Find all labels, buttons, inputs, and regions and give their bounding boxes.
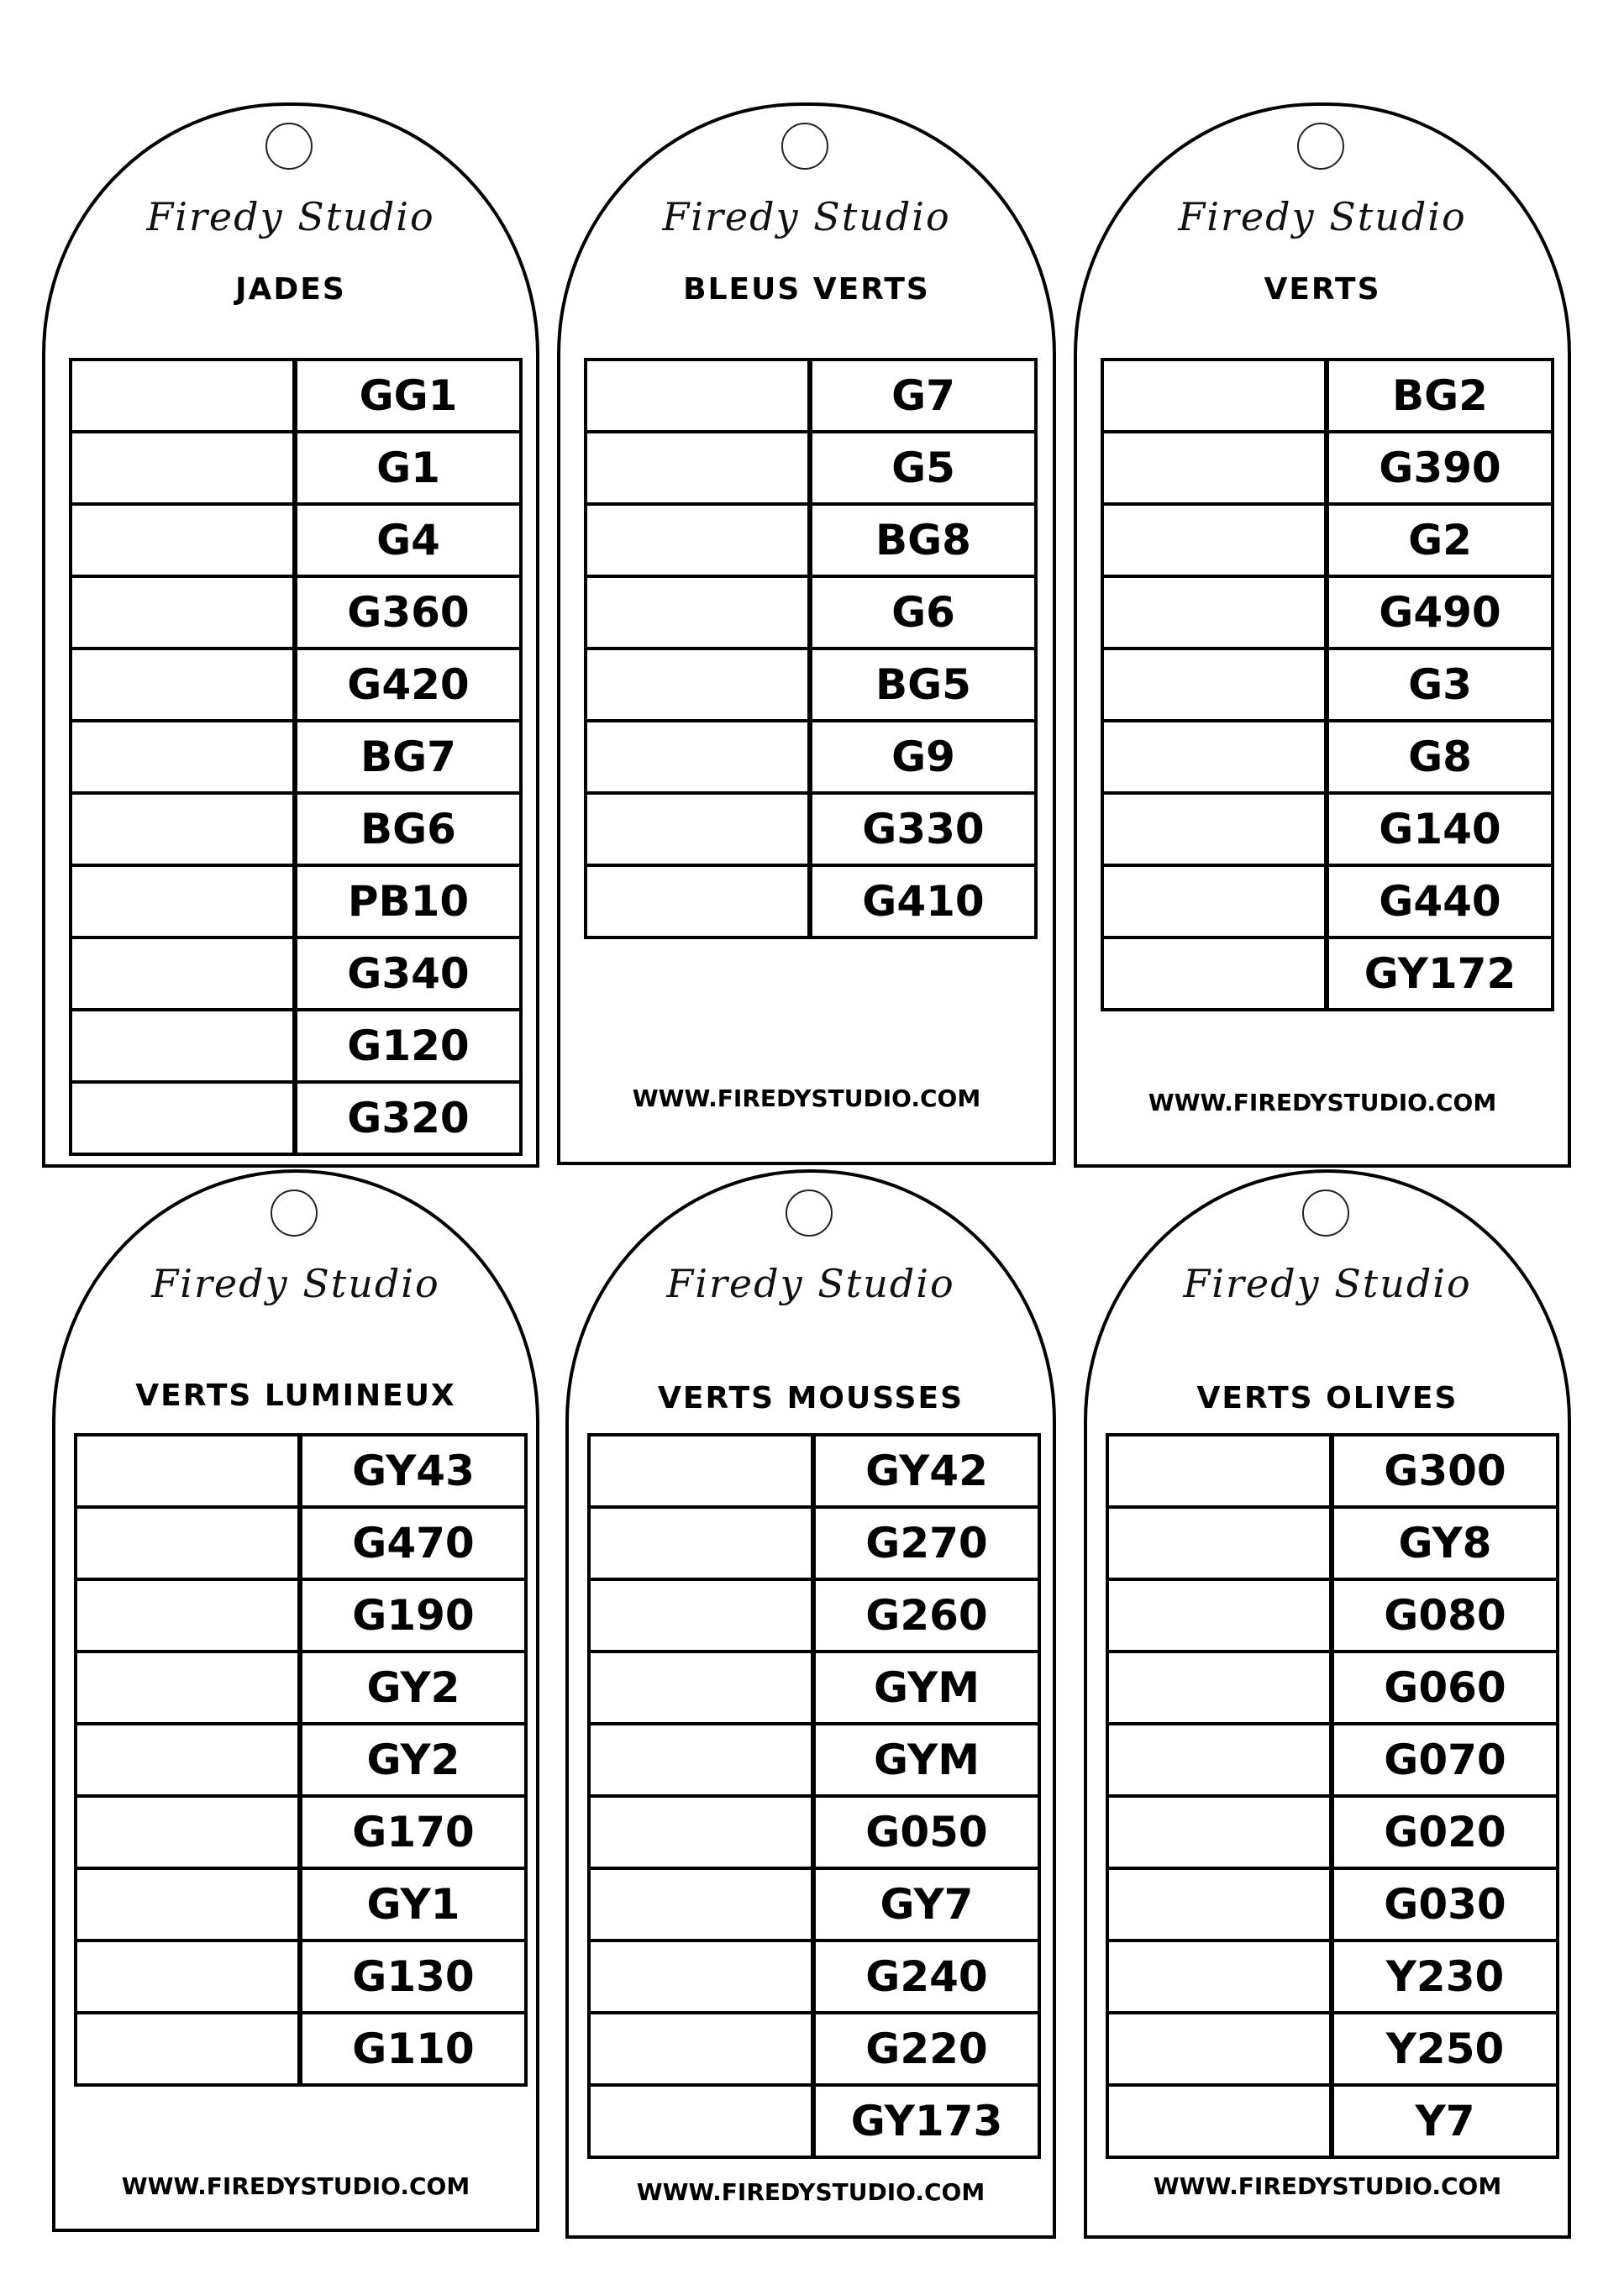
brand-signature: Firedy Studio [662,194,951,239]
swatch-cell [591,1581,816,1650]
color-code: BG7 [360,733,456,781]
color-code: G140 [1379,805,1501,853]
tag-title: VERTS MOUSSES [658,1381,964,1415]
color-code: G410 [862,877,985,926]
table-row [77,1653,524,1725]
tag-title: VERTS LUMINEUX [135,1379,456,1413]
color-code: GY8 [1398,1519,1492,1568]
swatch-cell [1109,1581,1334,1650]
table-row [77,1725,524,1798]
color-code: G4 [376,516,440,565]
swatch-cell [72,867,297,936]
swatch-cell [72,578,297,647]
table-row [587,578,1034,650]
website-url: WWW.FIREDYSTUDIO.COM [636,2178,985,2206]
tag-title: VERTS OLIVES [1196,1381,1458,1415]
swatch-cell [1104,361,1329,430]
swatch-cell [72,1011,297,1080]
code-table [69,358,523,1156]
color-code: BG5 [875,660,971,709]
swatch-cell [72,795,297,864]
table-row [72,722,519,795]
color-code: GY173 [850,2097,1003,2145]
table-row [72,939,519,1011]
code-table [1106,1433,1559,2159]
table-row [587,361,1034,433]
color-code: GY7 [880,1880,974,1929]
swatch-cell [77,1942,302,2011]
color-code: G390 [1379,444,1501,492]
table-row [72,1084,519,1153]
color-code: GY2 [366,1736,460,1784]
table-row [1109,1581,1556,1653]
color-code: G060 [1384,1663,1506,1712]
swatch-cell [587,650,812,719]
hole-icon [1297,123,1344,170]
swatch-cell [72,1084,297,1153]
swatch-cell [72,506,297,575]
color-code: G9 [891,733,955,781]
swatch-cell [1109,1725,1334,1794]
swatch-cell [77,1725,302,1794]
table-row [72,1011,519,1084]
swatch-cell [587,506,812,575]
color-code: GY43 [352,1447,475,1495]
swatch-cell [587,578,812,647]
table-row [1109,1798,1556,1870]
table-row [591,2087,1038,2156]
table-row [1104,506,1551,578]
swatch-cell [77,2014,302,2083]
color-code: G020 [1384,1808,1506,1856]
table-row [1104,722,1551,795]
tag-verts-olives [1084,1169,1571,2239]
color-code: G7 [891,371,955,420]
code-table [1101,358,1554,1011]
swatch-cell [591,1436,816,1505]
color-code: G1 [376,444,440,492]
color-code: G240 [865,1952,988,2001]
swatch-cell [77,1581,302,1650]
color-code: G120 [347,1021,470,1070]
color-code: G190 [352,1591,475,1640]
swatch-cell [587,361,812,430]
swatch-cell [591,1509,816,1578]
color-code: PB10 [347,877,470,926]
swatch-cell [72,939,297,1008]
swatch-cell [1109,1942,1334,2011]
table-row [77,2014,524,2083]
table-row [1104,939,1551,1008]
table-row [591,2014,1038,2087]
swatch-cell [591,1725,816,1794]
swatch-cell [1104,506,1329,575]
website-url: WWW.FIREDYSTUDIO.COM [1153,2172,1502,2200]
swatch-cell [1109,1798,1334,1867]
color-code: G270 [865,1519,988,1568]
table-row [77,1942,524,2014]
swatch-cell [591,2087,816,2156]
swatch-cell [587,795,812,864]
color-code: G6 [891,588,955,637]
hole-icon [781,123,828,170]
table-row [77,1870,524,1942]
color-code: G130 [352,1952,475,2001]
code-table [587,1433,1041,2159]
table-row [587,506,1034,578]
tag-jades [42,102,539,1168]
brand-signature: Firedy Studio [666,1261,955,1306]
color-code: G420 [347,660,470,709]
table-row [72,433,519,506]
tag-title: JADES [235,272,346,307]
color-code: BG6 [360,805,456,853]
color-code: G170 [352,1808,475,1856]
swatch-cell [72,361,297,430]
swatch-cell [1104,433,1329,502]
color-code: G8 [1408,733,1472,781]
swatch-cell [1109,1870,1334,1939]
table-row [591,1436,1038,1509]
table-row [1109,1942,1556,2014]
table-row [72,650,519,722]
hole-icon [265,123,313,170]
table-row [587,650,1034,722]
color-code: G320 [347,1094,470,1142]
table-row [72,578,519,650]
table-row [587,795,1034,867]
table-row [72,795,519,867]
swatch-cell [1104,939,1329,1008]
table-row [1109,1653,1556,1725]
color-code: Y7 [1415,2097,1475,2145]
swatch-cell [1104,795,1329,864]
swatch-cell [77,1436,302,1505]
color-code: G360 [347,588,470,637]
swatch-cell [587,867,812,936]
table-row [72,361,519,433]
code-table [74,1433,528,2087]
swatch-cell [591,1870,816,1939]
table-row [591,1798,1038,1870]
table-row [1109,1509,1556,1581]
color-code: GY2 [366,1663,460,1712]
table-row [1109,1436,1556,1509]
color-code: G330 [862,805,985,853]
swatch-cell [591,1942,816,2011]
tag-title: VERTS [1264,272,1381,307]
hole-icon [786,1190,833,1237]
color-code: G050 [865,1808,988,1856]
table-row [591,1725,1038,1798]
color-code: G260 [865,1591,988,1640]
swatch-cell [591,1653,816,1722]
table-row [72,867,519,939]
table-row [1109,1725,1556,1798]
color-code: BG8 [875,516,971,565]
color-code: G5 [891,444,955,492]
table-row [591,1942,1038,2014]
swatch-cell [72,650,297,719]
swatch-cell [1109,1509,1334,1578]
color-code: GYM [874,1736,980,1784]
swatch-cell [591,2014,816,2083]
swatch-cell [591,1798,816,1867]
swatch-cell [1109,2087,1334,2156]
table-row [587,867,1034,936]
brand-signature: Firedy Studio [1183,1261,1472,1306]
swatch-cell [1109,1436,1334,1505]
tag-title: BLEUS VERTS [683,272,930,307]
tag-verts-mousses [565,1169,1056,2239]
color-code: G470 [352,1519,475,1568]
color-code: GYM [874,1663,980,1712]
brand-signature: Firedy Studio [151,1261,440,1306]
tag-bleus-verts [557,102,1056,1165]
color-code: G080 [1384,1591,1506,1640]
code-table [584,358,1038,939]
brand-signature: Firedy Studio [146,194,435,239]
color-code: GG1 [359,371,458,420]
swatch-cell [72,722,297,791]
color-code: G070 [1384,1736,1506,1784]
color-code: G440 [1379,877,1501,926]
swatch-cell [1104,650,1329,719]
table-row [591,1509,1038,1581]
website-url: WWW.FIREDYSTUDIO.COM [1148,1089,1497,1116]
swatch-cell [77,1798,302,1867]
color-code: G220 [865,2025,988,2073]
table-row [587,433,1034,506]
color-code: G340 [347,949,470,998]
website-url: WWW.FIREDYSTUDIO.COM [121,2172,470,2200]
table-row [1104,361,1551,433]
table-row [591,1653,1038,1725]
website-url: WWW.FIREDYSTUDIO.COM [632,1084,981,1112]
color-code: G030 [1384,1880,1506,1929]
swatch-cell [77,1509,302,1578]
table-row [1104,867,1551,939]
color-code: Y250 [1385,2025,1505,2073]
hole-icon [1302,1190,1349,1237]
swatch-cell [1104,722,1329,791]
color-code: BG2 [1392,371,1488,420]
table-row [1109,2087,1556,2156]
color-code: GY172 [1364,949,1516,998]
swatch-cell [72,433,297,502]
table-row [77,1436,524,1509]
swatch-cell [1104,867,1329,936]
tag-verts [1074,102,1571,1168]
table-row [72,506,519,578]
swatch-cell [77,1653,302,1722]
color-code: GY1 [366,1880,460,1929]
table-row [1104,650,1551,722]
swatch-cell [1109,2014,1334,2083]
table-row [1104,433,1551,506]
table-row [77,1509,524,1581]
color-code: G490 [1379,588,1501,637]
swatch-cell [1109,1653,1334,1722]
swatch-cell [587,433,812,502]
color-code: G2 [1408,516,1472,565]
hole-icon [271,1190,318,1237]
table-row [1109,1870,1556,1942]
table-row [1109,2014,1556,2087]
swatch-cell [587,722,812,791]
color-code: GY42 [865,1447,988,1495]
swatch-cell [1104,578,1329,647]
color-code: G3 [1408,660,1472,709]
brand-signature: Firedy Studio [1178,194,1467,239]
color-code: Y230 [1385,1952,1505,2001]
table-row [77,1581,524,1653]
table-row [591,1581,1038,1653]
tag-verts-lumineux [52,1169,539,2232]
table-row [1104,795,1551,867]
table-row [1104,578,1551,650]
color-code: G300 [1384,1447,1506,1495]
color-code: G110 [352,2025,475,2073]
swatch-cell [77,1870,302,1939]
table-row [591,1870,1038,1942]
table-row [587,722,1034,795]
table-row [77,1798,524,1870]
